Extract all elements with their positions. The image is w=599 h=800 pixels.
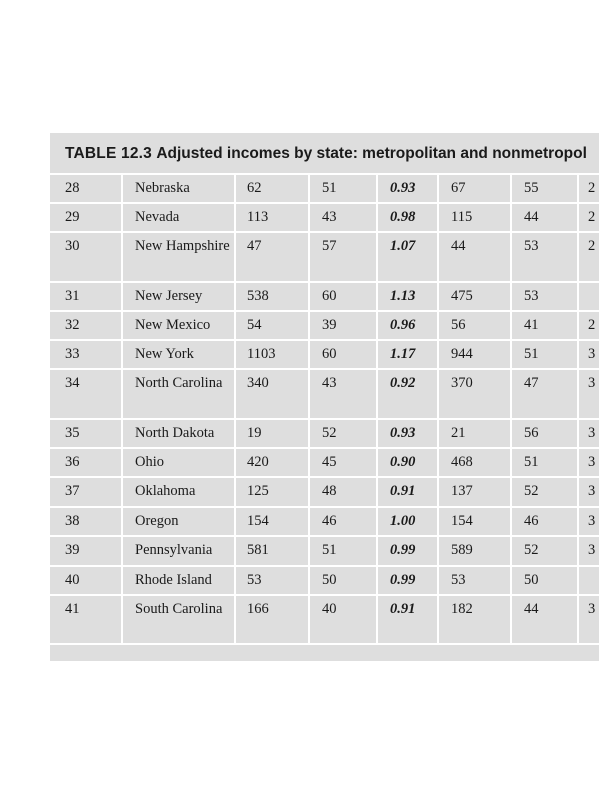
row-number: 38 <box>65 513 80 529</box>
ratio-value: 1.07 <box>390 238 416 254</box>
ratio-value: 0.98 <box>390 209 416 225</box>
row-number: 28 <box>65 180 80 196</box>
table-row <box>50 420 599 449</box>
value-col-3: 1103 <box>247 346 276 362</box>
value-col-6: 115 <box>451 209 473 225</box>
value-col-4: 39 <box>322 317 337 333</box>
state-name: Ohio <box>135 454 164 470</box>
row-divider <box>50 202 599 204</box>
row-number: 41 <box>65 601 80 617</box>
value-col-8: 2 <box>588 238 596 254</box>
value-col-8: 3 <box>588 375 596 391</box>
value-col-4: 60 <box>322 288 337 304</box>
state-name: New Mexico <box>135 317 211 333</box>
value-col-3: 538 <box>247 288 269 304</box>
table-row <box>50 283 599 312</box>
ratio-value: 1.13 <box>390 288 416 304</box>
row-number: 29 <box>65 209 80 225</box>
value-col-4: 51 <box>322 180 337 196</box>
row-divider <box>50 281 599 283</box>
value-col-3: 154 <box>247 513 269 529</box>
value-col-7: 51 <box>524 346 539 362</box>
value-col-6: 475 <box>451 288 473 304</box>
value-col-3: 47 <box>247 238 262 254</box>
value-col-7: 44 <box>524 601 539 617</box>
row-number: 30 <box>65 238 80 254</box>
value-col-7: 56 <box>524 425 539 441</box>
row-divider <box>50 368 599 370</box>
ratio-value: 0.93 <box>390 180 416 196</box>
column-divider <box>121 175 123 643</box>
state-name: Oregon <box>135 513 179 529</box>
row-divider <box>50 535 599 537</box>
value-col-6: 468 <box>451 454 473 470</box>
state-name: South Carolina <box>135 601 223 617</box>
state-name: New Jersey <box>135 288 203 304</box>
value-col-6: 56 <box>451 317 466 333</box>
state-name: Nebraska <box>135 180 190 196</box>
value-col-4: 43 <box>322 375 337 391</box>
column-divider <box>437 175 439 643</box>
column-divider <box>234 175 236 643</box>
table-caption: Adjusted incomes by state: metropolitan and nonmetropol <box>156 145 587 162</box>
value-col-6: 589 <box>451 542 473 558</box>
ratio-value: 1.00 <box>390 513 416 529</box>
table-row <box>50 175 599 204</box>
row-number: 31 <box>65 288 80 304</box>
ratio-value: 1.17 <box>390 346 416 362</box>
ratio-value: 0.90 <box>390 454 416 470</box>
value-col-4: 40 <box>322 601 337 617</box>
table-title <box>65 145 587 163</box>
table-row <box>50 508 599 537</box>
value-col-7: 52 <box>524 483 539 499</box>
value-col-7: 53 <box>524 238 539 254</box>
value-col-3: 125 <box>247 483 269 499</box>
row-number: 36 <box>65 454 80 470</box>
value-col-3: 166 <box>247 601 269 617</box>
value-col-4: 46 <box>322 513 337 529</box>
table-label: TABLE 12.3 <box>65 145 152 162</box>
value-col-8: 3 <box>588 513 596 529</box>
value-col-6: 53 <box>451 572 466 588</box>
value-col-8: 3 <box>588 454 596 470</box>
row-divider <box>50 594 599 596</box>
row-divider <box>50 643 599 645</box>
ratio-value: 0.99 <box>390 542 416 558</box>
state-name: New Hampshire <box>135 238 230 254</box>
row-number: 39 <box>65 542 80 558</box>
row-number: 40 <box>65 572 80 588</box>
table-row <box>50 312 599 341</box>
value-col-3: 53 <box>247 572 262 588</box>
value-col-6: 137 <box>451 483 473 499</box>
table-row <box>50 537 599 567</box>
table-row <box>50 478 599 508</box>
value-col-8: 2 <box>588 180 596 196</box>
value-col-7: 47 <box>524 375 539 391</box>
table-row <box>50 233 599 283</box>
state-name: Nevada <box>135 209 180 225</box>
value-col-3: 62 <box>247 180 262 196</box>
row-number: 35 <box>65 425 80 441</box>
value-col-4: 43 <box>322 209 337 225</box>
state-name: Rhode Island <box>135 572 212 588</box>
value-col-6: 154 <box>451 513 473 529</box>
value-col-7: 44 <box>524 209 539 225</box>
value-col-7: 41 <box>524 317 539 333</box>
column-divider <box>376 175 378 643</box>
state-name: Oklahoma <box>135 483 196 499</box>
ratio-value: 0.92 <box>390 375 416 391</box>
value-col-4: 57 <box>322 238 337 254</box>
value-col-6: 370 <box>451 375 473 391</box>
row-number: 33 <box>65 346 80 362</box>
value-col-4: 51 <box>322 542 337 558</box>
value-col-4: 50 <box>322 572 337 588</box>
value-col-8: 2 <box>588 317 596 333</box>
value-col-6: 21 <box>451 425 466 441</box>
state-name: North Dakota <box>135 425 215 441</box>
value-col-8: 2 <box>588 209 596 225</box>
value-col-3: 340 <box>247 375 269 391</box>
value-col-4: 45 <box>322 454 337 470</box>
ratio-value: 0.93 <box>390 425 416 441</box>
value-col-8: 3 <box>588 542 596 558</box>
value-col-7: 52 <box>524 542 539 558</box>
row-number: 34 <box>65 375 80 391</box>
row-divider <box>50 310 599 312</box>
value-col-3: 113 <box>247 209 269 225</box>
value-col-6: 44 <box>451 238 466 254</box>
row-divider <box>50 418 599 420</box>
ratio-value: 0.96 <box>390 317 416 333</box>
value-col-7: 55 <box>524 180 539 196</box>
row-divider <box>50 231 599 233</box>
table-row <box>50 341 599 370</box>
value-col-8: 3 <box>588 346 596 362</box>
table-row <box>50 370 599 420</box>
state-name: New York <box>135 346 194 362</box>
value-col-4: 52 <box>322 425 337 441</box>
value-col-4: 48 <box>322 483 337 499</box>
value-col-7: 46 <box>524 513 539 529</box>
row-number: 32 <box>65 317 80 333</box>
table-row <box>50 204 599 233</box>
value-col-6: 944 <box>451 346 473 362</box>
value-col-4: 60 <box>322 346 337 362</box>
state-name: North Carolina <box>135 375 223 391</box>
row-divider <box>50 476 599 478</box>
state-name: Pennsylvania <box>135 542 213 558</box>
column-divider <box>577 175 579 643</box>
value-col-3: 420 <box>247 454 269 470</box>
column-divider <box>308 175 310 643</box>
row-divider <box>50 447 599 449</box>
ratio-value: 0.91 <box>390 601 416 617</box>
table-row <box>50 449 599 478</box>
value-col-3: 54 <box>247 317 262 333</box>
value-col-8: 3 <box>588 483 596 499</box>
value-col-8: 3 <box>588 601 596 617</box>
ratio-value: 0.99 <box>390 572 416 588</box>
row-divider <box>50 339 599 341</box>
column-divider <box>510 175 512 643</box>
table-row <box>50 567 599 596</box>
ratio-value: 0.91 <box>390 483 416 499</box>
value-col-8: 3 <box>588 425 596 441</box>
value-col-3: 19 <box>247 425 262 441</box>
value-col-7: 50 <box>524 572 539 588</box>
row-divider <box>50 506 599 508</box>
value-col-7: 51 <box>524 454 539 470</box>
value-col-7: 53 <box>524 288 539 304</box>
table-panel <box>50 133 599 661</box>
table-row <box>50 596 599 643</box>
row-number: 37 <box>65 483 80 499</box>
value-col-3: 581 <box>247 542 269 558</box>
value-col-6: 67 <box>451 180 466 196</box>
value-col-6: 182 <box>451 601 473 617</box>
row-divider <box>50 565 599 567</box>
